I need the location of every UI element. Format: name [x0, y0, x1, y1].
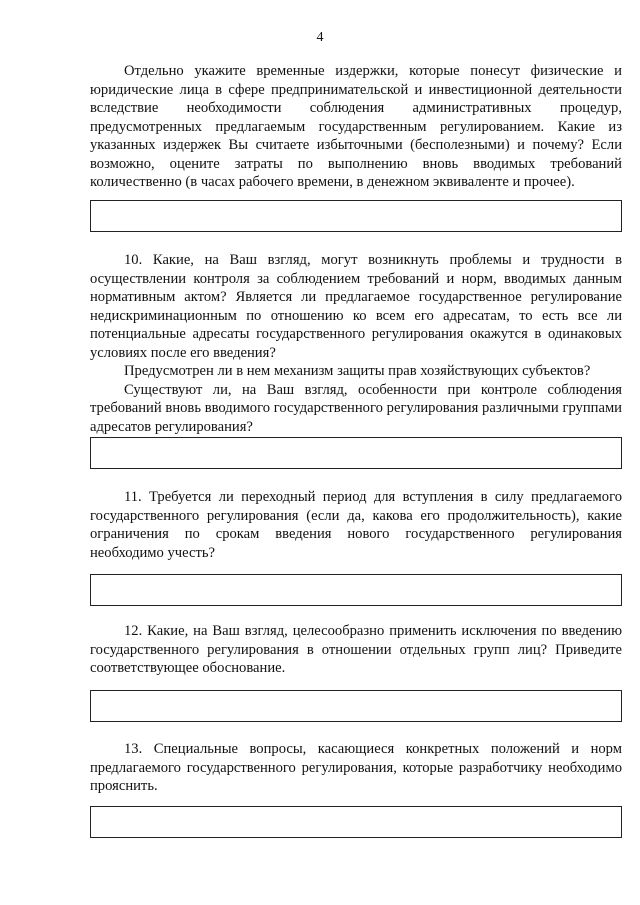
question-12 [90, 622, 622, 678]
answer-field-intro[interactable] [90, 200, 622, 232]
question-10-paragraph-2: Предусмотрен ли в нем механизм защиты прав хозяйствующих субъектов? [124, 363, 591, 379]
question-12-paragraph: 12. Какие, на Ваш взгляд, целесообразно применить исключения по введению государственного регулирования в отношении отдельных групп лиц? Приведите соответствующее обоснование. [90, 623, 622, 676]
question-10 [90, 251, 622, 436]
intro-question-text [90, 62, 622, 192]
answer-field-11[interactable] [90, 574, 622, 606]
intro-paragraph: Отдельно укажите временные издержки, которые понесут физические и юридические лица в сфере предпринимательской и инвестиционной деятельности вследствие необходимости соблюдения административных процедур, предусмотренных предлагаемым государственным регулированием. Какие из указанных издержек Вы считаете избыточными (бесполезными) и почему? Если возможно, оцените затраты по выполнению вновь вводимых требований количественно (в часах рабочего времени, в денежном эквиваленте и прочее). [90, 63, 622, 190]
question-10-paragraph-3: Существуют ли, на Ваш взгляд, особенности при контроле соблюдения требований вновь вводимого государственного регулирования различными группами адресатов регулирования? [90, 381, 622, 435]
question-10-paragraph-1: 10. Какие, на Ваш взгляд, могут возникнуть проблемы и трудности в осуществлении контроля за соблюдением требований и норм, вводимых данным нормативным актом? Является ли предлагаемое государственное регулирование недискриминационным по отношению ко всем его адресатам, то есть все ли потенциальные адресаты государственного регулирования окажутся в одинаковых условиях после его введения? [90, 252, 622, 361]
question-13-paragraph: 13. Специальные вопросы, касающиеся конкретных положений и норм предлагаемого государственного регулирования, которые разработчику необходимо прояснить. [90, 741, 622, 794]
question-13 [90, 740, 622, 796]
answer-field-12[interactable] [90, 690, 622, 722]
answer-field-10[interactable] [90, 437, 622, 469]
page-number: 4 [316, 30, 324, 45]
question-11 [90, 488, 622, 562]
answer-field-13[interactable] [90, 806, 622, 838]
question-11-paragraph: 11. Требуется ли переходный период для вступления в силу предлагаемого государственного регулирования (если да, какова его продолжительность), какие ограничения по срокам введения нового государственного регулирования необходимо учесть? [90, 489, 622, 561]
